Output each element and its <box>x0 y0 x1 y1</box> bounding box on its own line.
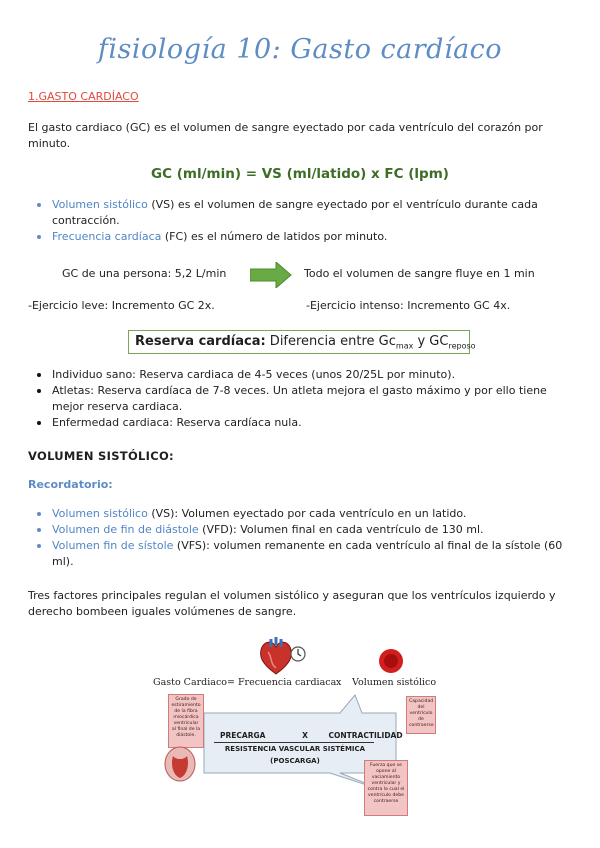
gasto-figure <box>150 636 450 826</box>
note-poscarga: Fuerza que se opone al vaciamiento ventricular y contra la cual el ventrículo debe contraerse <box>364 760 408 816</box>
section-heading-volumen: VOLUMEN SISTÓLICO: <box>28 449 174 463</box>
reserva-label: Reserva cardíaca: <box>135 334 266 349</box>
heart-icon <box>258 636 294 676</box>
definitions-list <box>28 197 568 245</box>
precarga-row: PRECARGA X CONTRACTILIDAD <box>220 731 403 740</box>
note-contractilidad: Capacidad del ventrículo de contraerse <box>406 696 436 734</box>
right-arrow-icon <box>250 262 292 288</box>
list-item: Volumen fin de sístole (VFS): volumen remanente en cada ventrículo al final de la sístole (60 ml). <box>28 538 568 570</box>
poscarga-label: (POSCARGA) <box>270 757 320 765</box>
persona-flow: Todo el volumen de sangre fluye en 1 min <box>304 267 535 280</box>
recordatorio-heading: Recordatorio: <box>28 478 113 491</box>
contractilidad-label: CONTRACTILIDAD <box>328 731 403 740</box>
term-fc: Frecuencia cardíaca <box>52 230 162 243</box>
equation-left: Gasto Cardiaco= Frecuencia cardiaca <box>153 677 337 688</box>
list-item: Volumen de fin de diástole (VFD): Volumen final en cada ventrículo de 130 ml. <box>28 522 568 538</box>
ejercicio-intenso: -Ejercicio intenso: Incremento GC 4x. <box>306 299 511 312</box>
section-heading-gasto: 1.GASTO CARDÍACO <box>28 90 139 103</box>
reserva-list <box>28 367 568 431</box>
fraction-line <box>214 742 374 743</box>
list-item: Volumen sistólico (VS) es el volumen de sangre eyectado por el ventrículo durante cada contracción. <box>28 197 568 229</box>
ejercicio-leve: -Ejercicio leve: Incremento GC 2x. <box>28 299 215 312</box>
page-title: fisiología 10: Gasto cardíaco <box>97 34 503 65</box>
factors-paragraph: Tres factores principales regulan el volumen sistólico y aseguran que los ventrículos izquierdo y derecho bombeen iguales volúmenes de sangre. <box>28 589 556 618</box>
equation-x: x <box>336 677 342 688</box>
term-vs: Volumen sistólico <box>52 198 148 211</box>
intro-paragraph: El gasto cardiaco (GC) es el volumen de sangre eyectado por cada ventrículo del corazón por minuto. <box>28 121 543 150</box>
list-item: Atletas: Reserva cardíaca de 7-8 veces. Un atleta mejora el gasto máximo y por ello tiene mejor reserva cardiaca. <box>28 383 568 415</box>
list-item: Individuo sano: Reserva cardiaca de 4-5 veces (unos 20/25L por minuto). <box>28 367 568 383</box>
reserva-box: Reserva cardíaca: Diferencia entre $Gc_{max}$ y $GC_{reposo}$ <box>128 330 470 354</box>
persona-gc: GC de una persona: 5,2 L/min <box>62 267 227 280</box>
blood-drop-icon <box>378 648 404 674</box>
clock-icon <box>290 646 306 662</box>
list-item: Enfermedad cardiaca: Reserva cardíaca nula. <box>28 415 568 431</box>
list-item: Frecuencia cardíaca (FC) es el número de latidos por minuto. <box>28 229 568 245</box>
vs-definitions-list <box>28 506 568 570</box>
gc-formula: GC (ml/min) = VS (ml/latido) x FC (lpm) <box>151 166 449 182</box>
precarga-label: PRECARGA <box>220 731 266 740</box>
resistencia-label: RESISTENCIA VASCULAR SISTÉMICA <box>224 745 366 753</box>
ventricle-icon <box>164 746 196 782</box>
list-item: Volumen sistólico (VS): Volumen eyectado por cada ventrículo en un latido. <box>28 506 568 522</box>
note-precarga: Grado de estiramiento de la fibra miocárdica ventricular al final de la diástole. <box>168 694 204 748</box>
equation-right: Volumen sistólico <box>352 677 437 688</box>
